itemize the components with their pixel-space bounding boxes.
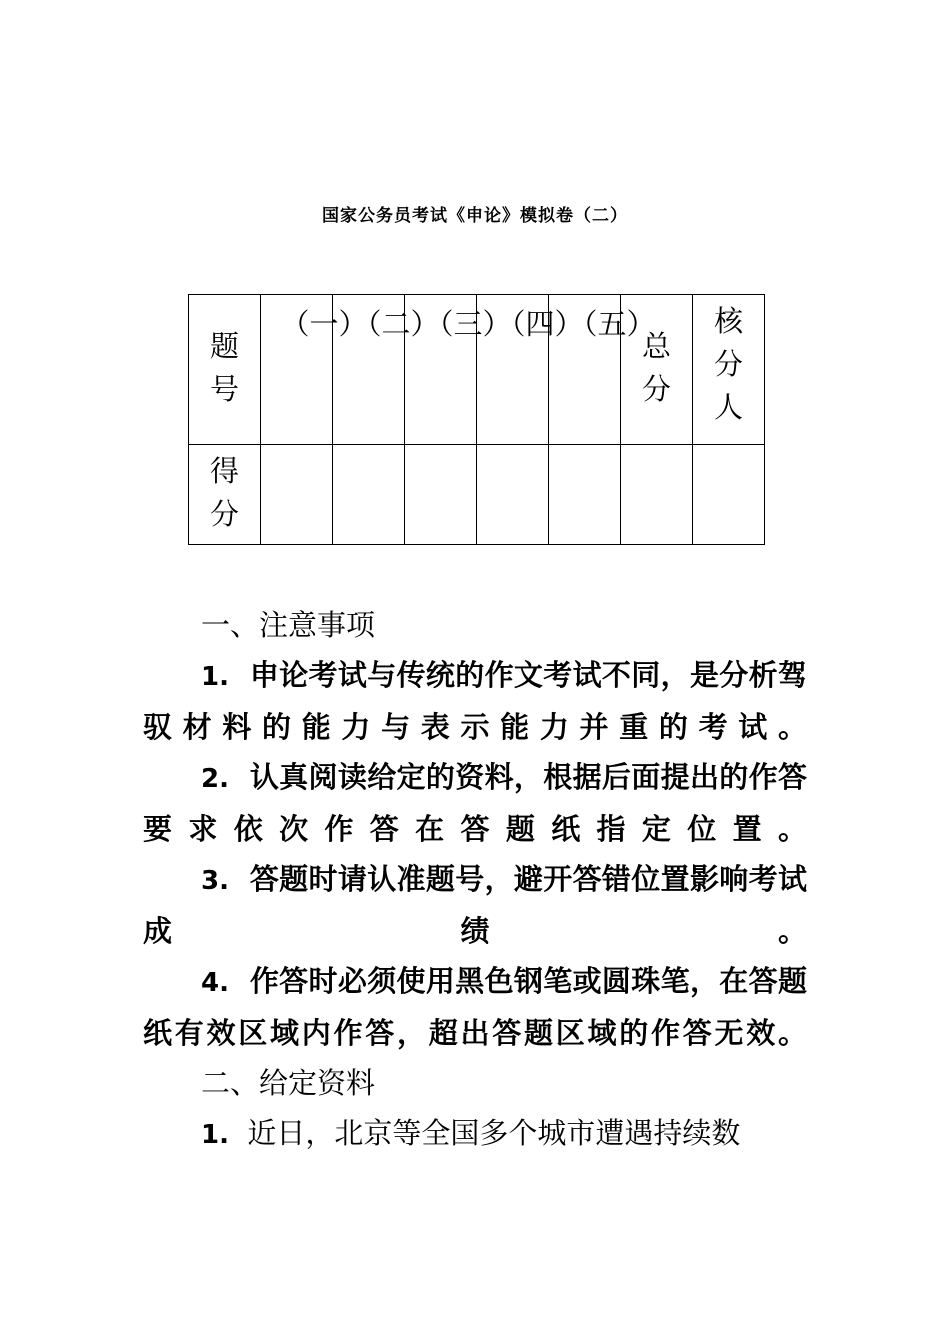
document-title: 国家公务员考试《申论》模拟卷（二）: [322, 206, 628, 226]
header-cell-part-4: （四）: [477, 295, 549, 445]
header-cell-part-3: （三）: [405, 295, 477, 445]
header-cell-part-5: （五）: [549, 295, 621, 445]
score-cell: [621, 445, 693, 545]
notice-item: 1. 申论考试与传统的作文考试不同，是分析驾驭材料的能力与表示能力并重的考试。: [143, 658, 807, 744]
score-cell: [261, 445, 333, 545]
score-table-header-row: [189, 295, 765, 445]
row-label-score: 得分: [189, 445, 261, 545]
score-cell: [549, 445, 621, 545]
notice-item: 2. 认真阅读给定的资料，根据后面提出的作答要求依次作答在答题纸指定位置。: [143, 760, 807, 846]
notice-item: 3. 答题时请认准题号，避开答错位置影响考试成绩。: [143, 862, 807, 948]
header-cell-part-2: （二）: [333, 295, 405, 445]
score-cell: [693, 445, 765, 545]
score-table-score-row: [189, 445, 765, 545]
score-cell: [405, 445, 477, 545]
notice-item: 4. 作答时必须使用黑色钢笔或圆珠笔，在答题纸有效区域内作答，超出答题区域的作答无效。: [143, 964, 807, 1050]
score-cell: [477, 445, 549, 545]
score-table: [188, 294, 765, 545]
header-cell-part-1: （一）: [261, 295, 333, 445]
header-cell-checker: 核分人: [693, 295, 765, 445]
section-heading-materials: 二、给定资料: [201, 1066, 376, 1100]
header-cell-question-number: 题号: [189, 295, 261, 445]
score-cell: [333, 445, 405, 545]
document-body: [143, 600, 807, 1160]
section-heading-notes: 一、注意事项: [201, 608, 376, 642]
header-cell-total: 总分: [621, 295, 693, 445]
material-item: 1. 近日，北京等全国多个城市遭遇持续数: [201, 1116, 741, 1150]
